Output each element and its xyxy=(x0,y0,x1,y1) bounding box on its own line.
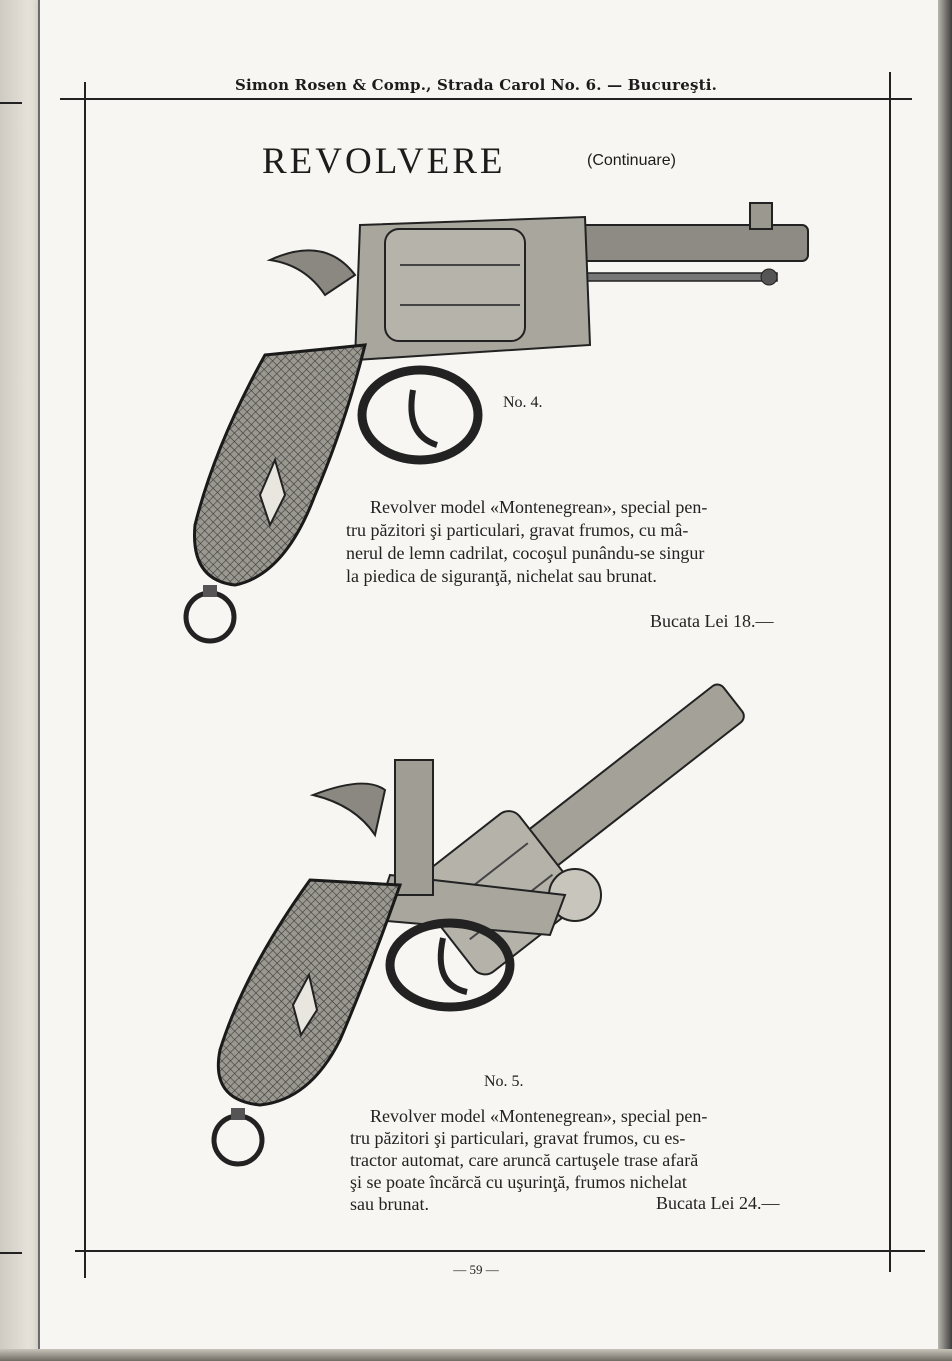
left-edge-tick-bottom xyxy=(0,1252,22,1254)
item-4-desc-line: la piedica de siguranţă, nichelat sau brunat. xyxy=(346,566,657,586)
item-5-desc-line: sau brunat. xyxy=(350,1194,429,1214)
item-5-price: Bucata Lei 24.— xyxy=(656,1193,780,1213)
page-edge-right xyxy=(938,0,952,1361)
left-edge-tick-top xyxy=(0,102,22,104)
publisher-header: Simon Rosen & Comp., Strada Carol No. 6. — Bucureşti. xyxy=(234,76,718,94)
item-5-desc-line: şi se poate încărcă cu uşurinţă, frumos nichelat xyxy=(350,1172,687,1192)
item-5-desc-line: tru păzitori şi particulari, gravat frumos, cu es- xyxy=(350,1128,686,1148)
item-number-5: No. 5. xyxy=(484,1073,524,1090)
item-4-price: Bucata Lei 18.— xyxy=(650,611,774,631)
page-subtitle: (Continuare) xyxy=(587,152,676,169)
revolver-no5-illustration xyxy=(205,670,815,1170)
item-5-desc-line: tractor automat, care aruncă cartuşele trase afară xyxy=(350,1150,699,1170)
frame-right-rule xyxy=(889,72,891,1272)
item-4-desc-line: nerul de lemn cadrilat, cocoşul punându-se singur xyxy=(346,543,705,563)
item-4-desc-line: tru păzitori şi particulari, gravat frumos, cu mâ- xyxy=(346,520,689,540)
footer-rule xyxy=(75,1250,925,1252)
item-4-desc-line: Revolver model «Montenegrean», special pen- xyxy=(370,497,708,517)
page-title: REVOLVERE xyxy=(262,141,506,182)
frame-left-rule xyxy=(84,82,86,1278)
item-5-desc-line: Revolver model «Montenegrean», special pen- xyxy=(370,1106,708,1126)
page-number: — 59 — xyxy=(453,1262,499,1277)
item-number-4: No. 4. xyxy=(503,394,543,411)
header-rule xyxy=(60,98,912,100)
page-edge-bottom xyxy=(0,1349,952,1361)
item-4-description xyxy=(346,496,816,588)
